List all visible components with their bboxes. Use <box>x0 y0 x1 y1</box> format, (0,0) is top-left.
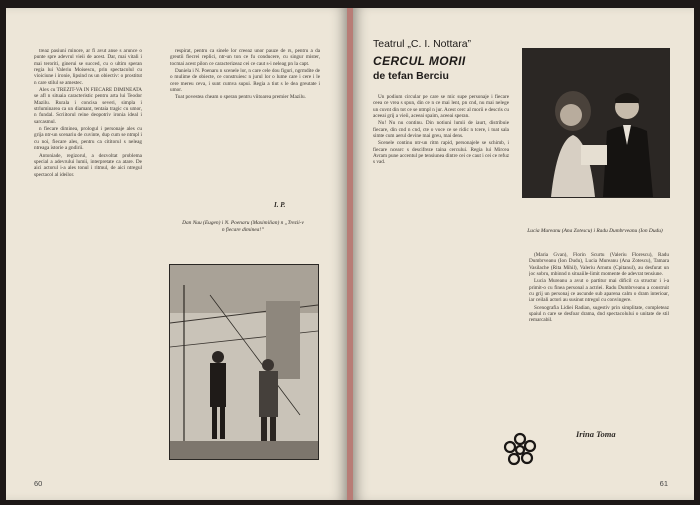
author-line: de tefan Berciu <box>373 70 449 82</box>
play-title: CERCUL MORII <box>373 54 466 68</box>
paragraph: (Maria Gvan), Florin Scurtu (Valeriu Florescu), Radu Dumbrveanu (Ion Dudu), Lucia Mureanu (Ana Zotescu), Tamara Vasilache (Rita Mihil), Valeriu Arnutu (Cpitanul), au desfurat un joc sobru, mbinnd n situaiile-limit momente de adevrat tensiune. <box>529 252 669 278</box>
paragraph: Daniela i N. Poenaru n scenele lor, n care cele dou figuri, ngrmdite de o mulime de obiecte, ce construiesc n jurul lor o lume care i cere i le cere mereu ceva, i sunt cumva supui. Regia a tiut s le dea greutate i umor. <box>170 68 320 94</box>
magazine-spread <box>6 8 694 500</box>
right-column-a <box>373 94 509 464</box>
couple-portrait-illustration <box>523 49 669 197</box>
paragraph: Alex cu TREZIT-VA IN FIECARE DIMINEATA se afl n situaia caracteristic pentru arta lui Teodor Mazilu. Rurala i concisa severi, simpla i strluminarea ca un diamant, tentaia tragic cu umor, n fundal. Scriitorul reine deopotriv ironia ideal i sarcasmul. <box>34 87 142 125</box>
right-page <box>353 8 694 500</box>
stage-photo-two-actors <box>169 264 319 460</box>
paragraph: Antoniade, regizorul, a dezvoltat problema special a adevrului lumii, interpretate ca atare. De aici actorul i-a ales tonul i ritmul, de aici ntregul spectacol al ideilor. <box>34 152 142 178</box>
paragraph: treaz pasiuni minore, ar fi avut anse s arunce o punte spre adevrul vieii de acest. Dar, mai vitali i mai teroriti, ginerui se succed, cu o ultim speran regia lui Valeriu Moisescu, prin spectacolul cu vioiciune i ironie, lipsind ns un obiectiv: o prostitut n care stilul se amestec. <box>34 48 142 86</box>
left-signature: I. P. <box>274 201 286 209</box>
stage-photo-couple <box>522 48 670 198</box>
paragraph: respirat, pentru ca sinele lor creeaz unor pauze de rs, pentru a da greutii fiecrei replici, ntr-un ton ce fu conducere, cu singur mister, tocmai acest pilon ce caracterizeaz cei ce caut s-i neleag pn la capt. <box>170 48 320 67</box>
stage-scene-illustration <box>170 265 318 459</box>
right-column-b <box>529 252 669 412</box>
page-number-left: 60 <box>34 479 43 488</box>
paragraph: Nu! Nu nu continu. Din notiuni lumii de iaurt, distribuie fiecare, din cnd n cnd, cte o voce ce se ridic n tcere, i toat sala simte cum aerul devine mai greu, mai dens. <box>373 120 509 140</box>
paragraph: Toat povestea cheam o speran pentru viitoarea premier Mazilu. <box>175 94 306 101</box>
paragraph: n fiecare diminea, prologul i personaje ales cu grija ntr-un scenariu de cuvinte, dup cum se ntmpl i cu noi, fiecare ales, pentru ca cititorul s neleag ntreaga istorie a gndirii. <box>34 126 142 152</box>
paragraph: Scenografia Lidiei Radian, sugestiv prin simplitate, completeaz spaiul n care se desfoar drama, dnd spectacolului o unitate de stil remarcabil. <box>529 304 669 324</box>
paragraph: Scenele continu ntr-un ritm rapid, personajele se schimb, i fiecare ncearc s descifreze taina cercului. Regia lui Mircea Avram pune accentul pe tensiunea dintre cei ce caut i cei ce refuz s vad. <box>373 140 509 166</box>
paragraph: Lucia Mureanu a avut o partitur mai dificil ca structur i i-a primit-o cu finea personal a actriei. Radu Dumbrveanu a construit cu grij un personaj ce ascunde sub aparena calm o dram interioar, iar ceilali actori au susinut ntregul cu convingere. <box>529 278 669 304</box>
left-page <box>6 8 347 500</box>
right-photo-caption: Lucia Mureanu (Ana Zotescu) i Radu Dumbrveanu (Ion Dudu) <box>527 228 663 234</box>
author-signature: Irina Toma <box>576 429 616 439</box>
flower-ornament-icon <box>503 432 537 468</box>
left-column-b <box>170 48 320 196</box>
paragraph: Un podium circular pe care se mic supe personaje i fiecare ceea ce vrea s spun, din ce n ce mai lent, pn cnd, nu mai nelege un cuvnt din tot ce se ntmpl n jur. Acest cerc al morii e descris cu aceeai grij a vieii, aceeai spaim, aceeai speran. <box>373 94 509 120</box>
theatre-name: Teatrul „C. I. Nottara” <box>373 38 472 50</box>
page-number-right: 61 <box>659 479 668 488</box>
left-column-a <box>34 48 142 456</box>
left-photo-caption: Dan Nuu (Eugen) i N. Poenaru (Maximilian) n „Trezii-v n fiecare diminea!” <box>182 220 304 233</box>
